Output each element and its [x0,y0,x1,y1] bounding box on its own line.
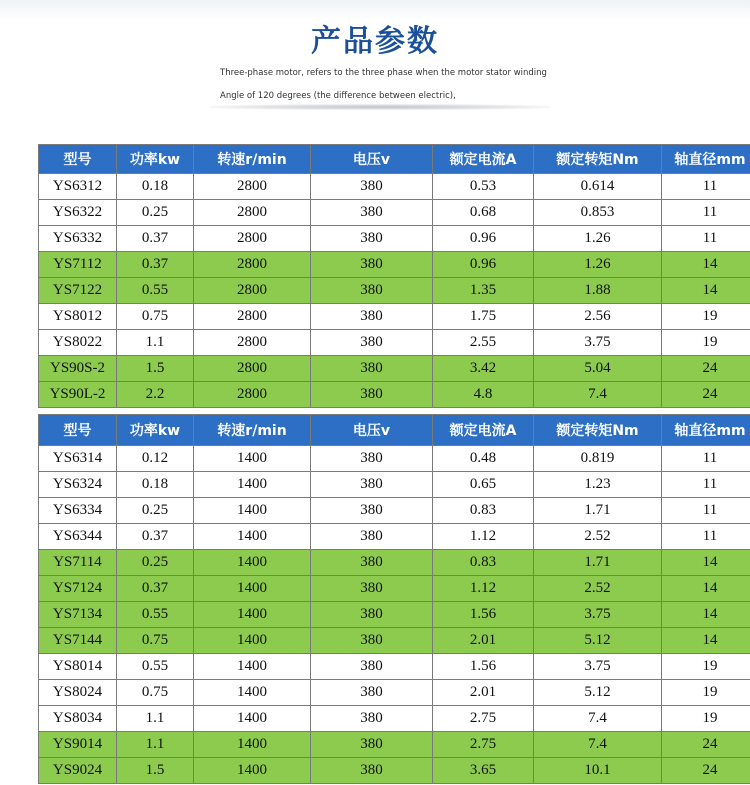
cell-rated-current: 1.35 [433,278,534,304]
cell-rated-current: 0.48 [433,446,534,472]
cell-model: YS6314 [39,446,117,472]
cell-speed: 2800 [194,200,311,226]
spec-table-body [39,174,750,408]
cell-voltage: 380 [311,446,433,472]
cell-voltage: 380 [311,498,433,524]
cell-rated-current: 1.75 [433,304,534,330]
cell-rated-torque: 1.71 [534,498,662,524]
subtitle-line-2: Angle of 120 degrees (the difference between electric), [220,91,456,101]
table-row [39,174,750,200]
table-row [39,680,750,706]
cell-rated-torque: 2.52 [534,524,662,550]
cell-power: 1.5 [117,758,194,784]
cell-power: 0.25 [117,498,194,524]
cell-voltage: 380 [311,330,433,356]
header-model: 型号 [39,415,117,446]
cell-speed: 1400 [194,680,311,706]
cell-rated-current: 0.96 [433,226,534,252]
subtitle-line-1: Three-phase motor, refers to the three phase when the motor stator winding [220,68,547,78]
cell-power: 1.1 [117,732,194,758]
cell-shaft-diameter: 11 [662,498,750,524]
cell-model: YS6322 [39,200,117,226]
header-voltage: 电压v [311,145,433,174]
cell-speed: 1400 [194,524,311,550]
cell-model: YS6324 [39,472,117,498]
header-voltage: 电压v [311,415,433,446]
cell-speed: 1400 [194,654,311,680]
cell-speed: 1400 [194,706,311,732]
cell-model: YS6312 [39,174,117,200]
cell-shaft-diameter: 11 [662,524,750,550]
header-shaft-diameter: 轴直径mm [662,145,750,174]
cell-speed: 1400 [194,472,311,498]
cell-rated-torque: 0.819 [534,446,662,472]
table-row [39,278,750,304]
cell-rated-torque: 5.12 [534,680,662,706]
cell-voltage: 380 [311,550,433,576]
cell-shaft-diameter: 19 [662,706,750,732]
cell-model: YS7112 [39,252,117,278]
cell-model: YS9024 [39,758,117,784]
header-rated-torque: 额定转矩Nm [534,415,662,446]
cell-power: 0.75 [117,628,194,654]
header-band [0,0,750,20]
cell-shaft-diameter: 11 [662,174,750,200]
spec-table-1400rpm [38,414,750,784]
cell-model: YS8012 [39,304,117,330]
cell-rated-torque: 7.4 [534,706,662,732]
cell-speed: 1400 [194,446,311,472]
cell-speed: 1400 [194,758,311,784]
header-power: 功率kw [117,415,194,446]
table-row [39,524,750,550]
cell-shaft-diameter: 24 [662,356,750,382]
cell-rated-current: 0.65 [433,472,534,498]
cell-rated-current: 2.75 [433,732,534,758]
cell-voltage: 380 [311,758,433,784]
cell-voltage: 380 [311,628,433,654]
header-shaft-diameter: 轴直径mm [662,415,750,446]
cell-shaft-diameter: 11 [662,472,750,498]
cell-model: YS9014 [39,732,117,758]
cell-power: 0.55 [117,654,194,680]
cell-model: YS6332 [39,226,117,252]
header-model: 型号 [39,145,117,174]
cell-voltage: 380 [311,680,433,706]
cell-power: 0.37 [117,576,194,602]
cell-speed: 2800 [194,382,311,408]
cell-rated-current: 0.83 [433,550,534,576]
cell-power: 0.12 [117,446,194,472]
cell-model: YS8034 [39,706,117,732]
table-row [39,356,750,382]
cell-shaft-diameter: 24 [662,758,750,784]
cell-model: YS7134 [39,602,117,628]
cell-speed: 1400 [194,550,311,576]
cell-rated-torque: 2.52 [534,576,662,602]
cell-model: YS8024 [39,680,117,706]
cell-rated-torque: 7.4 [534,382,662,408]
cell-rated-torque: 3.75 [534,654,662,680]
cell-voltage: 380 [311,252,433,278]
cell-speed: 2800 [194,330,311,356]
cell-shaft-diameter: 11 [662,200,750,226]
cell-speed: 2800 [194,356,311,382]
header-rated-current: 额定电流A [433,145,534,174]
cell-voltage: 380 [311,576,433,602]
cell-model: YS7114 [39,550,117,576]
cell-rated-current: 3.65 [433,758,534,784]
cell-voltage: 380 [311,382,433,408]
cell-voltage: 380 [311,654,433,680]
cell-model: YS8022 [39,330,117,356]
cell-speed: 2800 [194,252,311,278]
cell-shaft-diameter: 24 [662,382,750,408]
cell-power: 1.1 [117,706,194,732]
cell-shaft-diameter: 11 [662,226,750,252]
cell-rated-torque: 7.4 [534,732,662,758]
cell-rated-current: 0.96 [433,252,534,278]
cell-model: YS90L-2 [39,382,117,408]
cell-power: 2.2 [117,382,194,408]
title-divider [210,104,550,110]
header-rated-torque: 额定转矩Nm [534,145,662,174]
spec-table-2800rpm [38,144,750,408]
table-row [39,226,750,252]
cell-shaft-diameter: 19 [662,304,750,330]
cell-shaft-diameter: 14 [662,550,750,576]
cell-model: YS6334 [39,498,117,524]
table-row [39,330,750,356]
cell-rated-torque: 1.26 [534,226,662,252]
cell-voltage: 380 [311,706,433,732]
cell-speed: 1400 [194,732,311,758]
cell-rated-current: 3.42 [433,356,534,382]
table-row [39,576,750,602]
cell-rated-torque: 1.23 [534,472,662,498]
cell-rated-current: 0.53 [433,174,534,200]
cell-rated-torque: 1.26 [534,252,662,278]
cell-shaft-diameter: 14 [662,602,750,628]
cell-rated-current: 0.68 [433,200,534,226]
cell-model: YS6344 [39,524,117,550]
cell-shaft-diameter: 19 [662,330,750,356]
header-speed: 转速r/min [194,415,311,446]
cell-speed: 2800 [194,304,311,330]
cell-shaft-diameter: 14 [662,576,750,602]
table-row [39,200,750,226]
header-power: 功率kw [117,145,194,174]
cell-rated-current: 2.01 [433,680,534,706]
cell-shaft-diameter: 19 [662,680,750,706]
cell-rated-current: 1.56 [433,654,534,680]
table-row [39,446,750,472]
cell-power: 0.75 [117,304,194,330]
cell-voltage: 380 [311,278,433,304]
table-row [39,654,750,680]
cell-model: YS8014 [39,654,117,680]
cell-rated-torque: 0.853 [534,200,662,226]
cell-voltage: 380 [311,472,433,498]
cell-shaft-diameter: 24 [662,732,750,758]
cell-shaft-diameter: 14 [662,278,750,304]
cell-shaft-diameter: 14 [662,252,750,278]
table-row [39,706,750,732]
table-row [39,252,750,278]
cell-rated-current: 0.83 [433,498,534,524]
cell-rated-current: 1.56 [433,602,534,628]
cell-model: YS7122 [39,278,117,304]
table-row [39,472,750,498]
cell-power: 0.37 [117,252,194,278]
table-row [39,758,750,784]
cell-rated-torque: 1.71 [534,550,662,576]
cell-shaft-diameter: 11 [662,446,750,472]
cell-rated-torque: 5.12 [534,628,662,654]
cell-shaft-diameter: 19 [662,654,750,680]
cell-speed: 2800 [194,278,311,304]
cell-rated-current: 1.12 [433,524,534,550]
cell-model: YS7144 [39,628,117,654]
cell-voltage: 380 [311,304,433,330]
cell-voltage: 380 [311,602,433,628]
cell-rated-current: 4.8 [433,382,534,408]
table-row [39,732,750,758]
cell-power: 1.5 [117,356,194,382]
cell-speed: 1400 [194,576,311,602]
cell-model: YS7124 [39,576,117,602]
cell-power: 0.55 [117,278,194,304]
cell-speed: 1400 [194,602,311,628]
cell-rated-torque: 0.614 [534,174,662,200]
cell-voltage: 380 [311,174,433,200]
cell-model: YS90S-2 [39,356,117,382]
cell-speed: 1400 [194,498,311,524]
cell-rated-torque: 3.75 [534,330,662,356]
header-speed: 转速r/min [194,145,311,174]
cell-power: 0.18 [117,174,194,200]
table-header-row [39,415,750,446]
cell-voltage: 380 [311,200,433,226]
cell-voltage: 380 [311,226,433,252]
cell-power: 0.37 [117,524,194,550]
cell-power: 0.75 [117,680,194,706]
cell-power: 0.18 [117,472,194,498]
table-row [39,304,750,330]
spec-table-body [39,446,750,784]
cell-voltage: 380 [311,524,433,550]
table-row [39,498,750,524]
cell-rated-torque: 3.75 [534,602,662,628]
cell-power: 1.1 [117,330,194,356]
cell-rated-torque: 10.1 [534,758,662,784]
cell-rated-torque: 2.56 [534,304,662,330]
table-header-row [39,145,750,174]
table-row [39,382,750,408]
cell-rated-torque: 5.04 [534,356,662,382]
cell-rated-current: 2.01 [433,628,534,654]
cell-rated-torque: 1.88 [534,278,662,304]
cell-rated-current: 2.55 [433,330,534,356]
cell-speed: 2800 [194,226,311,252]
cell-power: 0.25 [117,550,194,576]
cell-power: 0.55 [117,602,194,628]
cell-voltage: 380 [311,732,433,758]
cell-power: 0.25 [117,200,194,226]
table-row [39,550,750,576]
cell-speed: 2800 [194,174,311,200]
cell-power: 0.37 [117,226,194,252]
page-title: 产品参数 [311,24,439,59]
cell-rated-current: 1.12 [433,576,534,602]
cell-rated-current: 2.75 [433,706,534,732]
table-row [39,602,750,628]
table-row [39,628,750,654]
cell-shaft-diameter: 14 [662,628,750,654]
cell-speed: 1400 [194,628,311,654]
cell-voltage: 380 [311,356,433,382]
header-rated-current: 额定电流A [433,415,534,446]
